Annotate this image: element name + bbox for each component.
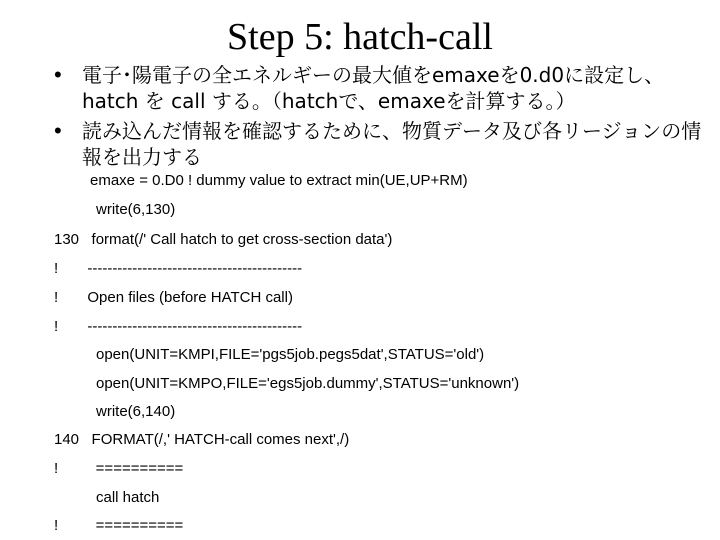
code-line: open(UNIT=KMPI,FILE='pgs5job.pegs5dat',STATUS='old') — [96, 346, 485, 363]
bullet-dot-icon: • — [54, 118, 62, 143]
code-line: ! ========== — [54, 517, 184, 534]
code-line: 140 FORMAT(/,' HATCH-call comes next',/) — [54, 431, 350, 448]
code-line: 130 format(/' Call hatch to get cross-section data') — [54, 231, 393, 248]
code-line: ! ------------------------------------------- — [54, 318, 303, 335]
bullet-item — [52, 118, 702, 170]
code-line: emaxe = 0.D0 ! dummy value to extract min(UE,UP+RM) — [90, 172, 468, 189]
code-line: ! Open files (before HATCH call) — [54, 289, 293, 306]
code-line: call hatch — [96, 489, 160, 506]
slide-title: Step 5: hatch-call — [227, 16, 493, 58]
code-line: write(6,140) — [96, 403, 176, 420]
code-line: ! ------------------------------------------- — [54, 260, 303, 277]
bullet-item — [52, 62, 702, 114]
bullet-text: 電子･陽電子の全エネルギーの最大値をemaxeを0.d0に設定し、hatch を call する。（hatchで、emaxeを計算する。） — [82, 63, 665, 113]
code-line: write(6,130) — [96, 201, 176, 218]
bullet-list — [52, 62, 702, 174]
bullet-dot-icon: • — [54, 62, 62, 87]
bullet-text: 読み込んだ情報を確認するために、物質データ及び各リージョンの情報を出力する — [82, 119, 702, 169]
code-line: ! ========== — [54, 460, 184, 477]
code-line: open(UNIT=KMPO,FILE='egs5job.dummy',STATUS='unknown') — [96, 375, 520, 392]
